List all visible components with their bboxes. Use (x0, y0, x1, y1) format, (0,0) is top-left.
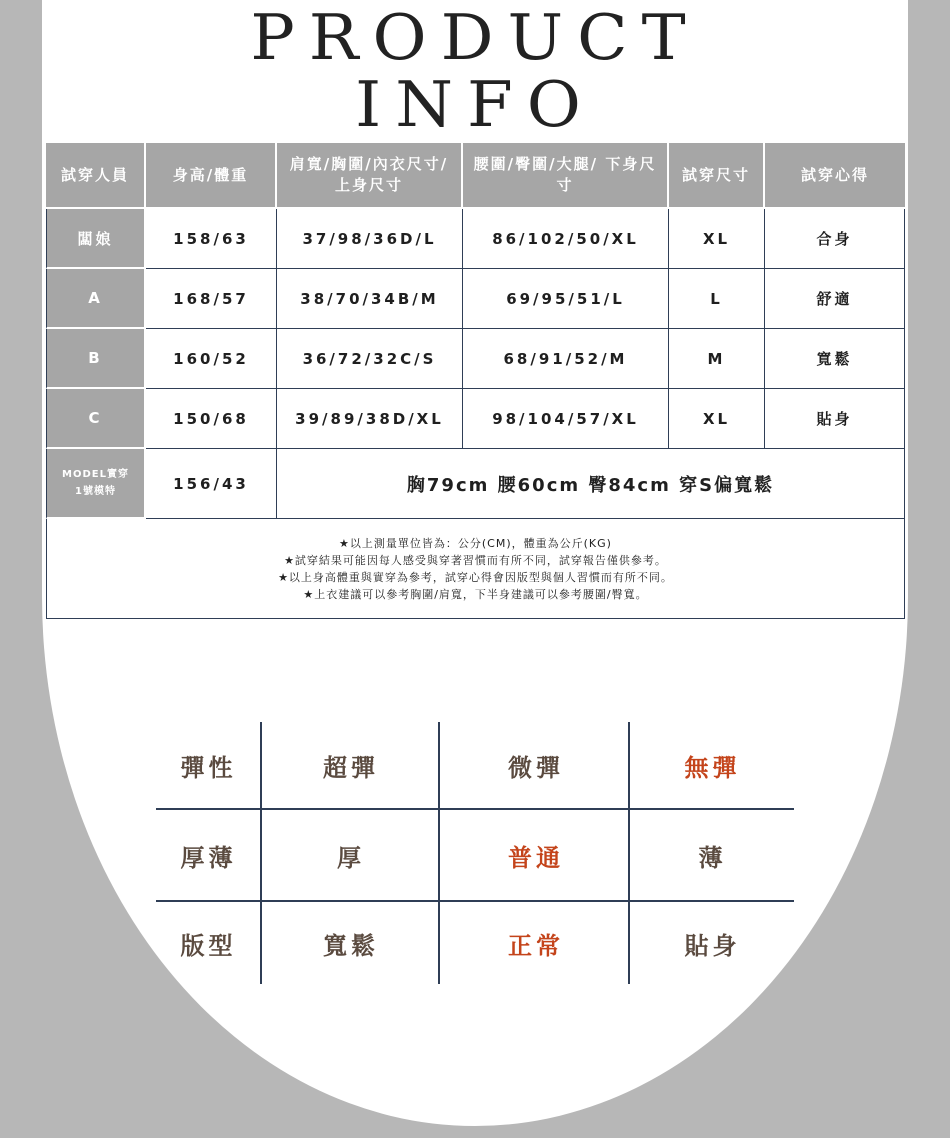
elasticity-option-selected: 無彈 (684, 753, 741, 782)
lower-measurements: 69/95/51/L (463, 269, 669, 329)
note-line: ★試穿結果可能因每人感受與穿著習慣而有所不同，試穿報告僅供參考。 (284, 553, 667, 567)
elasticity-label: 彈性 (180, 753, 237, 782)
header-cell: 試穿尺寸 (669, 143, 765, 209)
cut-option: 貼身 (684, 931, 741, 960)
model-label-line-2: 1號模特 (75, 486, 116, 497)
upper-measurements: 39/89/38D/XL (277, 389, 463, 449)
cut-option: 寬鬆 (323, 931, 379, 960)
height-weight: 168/57 (146, 269, 277, 329)
lower-measurements: 68/91/52/M (463, 329, 669, 389)
table-row (46, 209, 905, 269)
fabric-properties-grid (156, 722, 794, 984)
header-cell: 肩寬/胸圍/內衣尺寸/ 上身尺寸 (277, 143, 463, 209)
size-table-header (46, 143, 905, 209)
table-row (46, 389, 905, 449)
tester-name: 闆娘 (46, 209, 146, 269)
upper-measurements: 38/70/34B/M (277, 269, 463, 329)
header-cell: 試穿人員 (46, 143, 146, 209)
header-cell: 身高/體重 (146, 143, 277, 209)
tried-size: XL (669, 389, 765, 449)
header-cell: 腰圍/臀圍/大腿/ 下身尺寸 (463, 143, 669, 209)
tester-name: A (46, 269, 146, 329)
thickness-option-selected: 普通 (508, 843, 564, 872)
note-line: ★以上身高體重與實穿為參考，試穿心得會因版型與個人習慣而有所不同。 (278, 570, 673, 584)
note-line: ★上衣建議可以參考胸圍/肩寬，下半身建議可以參考腰圍/臀寬。 (303, 587, 648, 601)
tester-name: B (46, 329, 146, 389)
thickness-row (156, 810, 794, 900)
upper-measurements: 37/98/36D/L (277, 209, 463, 269)
model-row (46, 449, 905, 519)
height-weight: 160/52 (146, 329, 277, 389)
cut-label: 版型 (180, 931, 237, 960)
lower-measurements: 86/102/50/XL (463, 209, 669, 269)
model-label (46, 449, 146, 519)
tried-size: XL (669, 209, 765, 269)
tester-name: C (46, 389, 146, 449)
fit-feedback: 舒適 (765, 269, 905, 329)
model-measurement-note: 胸79cm 腰60cm 臀84cm 穿S偏寬鬆 (277, 449, 905, 519)
note-line: ★以上測量單位皆為：公分(CM)，體重為公斤(KG) (339, 536, 612, 550)
height-weight: 158/63 (146, 209, 277, 269)
thickness-option: 薄 (698, 843, 727, 872)
fit-feedback: 貼身 (765, 389, 905, 449)
table-row (46, 329, 905, 389)
thickness-option: 厚 (337, 843, 365, 872)
fit-feedback: 寬鬆 (765, 329, 905, 389)
fit-feedback: 合身 (765, 209, 905, 269)
elasticity-row (156, 722, 794, 808)
cut-option-selected: 正常 (508, 931, 564, 960)
model-height-weight: 156/43 (146, 449, 277, 519)
elasticity-option: 超彈 (323, 753, 379, 782)
tried-size: L (669, 269, 765, 329)
lower-measurements: 98/104/57/XL (463, 389, 669, 449)
table-row (46, 269, 905, 329)
thickness-label: 厚薄 (180, 843, 237, 872)
title-line-2: INFO (355, 67, 595, 142)
measurement-notes (46, 519, 905, 619)
elasticity-option: 微彈 (508, 753, 564, 782)
cut-row (156, 902, 794, 984)
title-line-1: PRODUCT (250, 0, 700, 75)
model-label-line-1: MODEL實穿 (62, 469, 129, 480)
size-table (46, 143, 905, 619)
upper-measurements: 36/72/32C/S (277, 329, 463, 389)
height-weight: 150/68 (146, 389, 277, 449)
header-cell: 試穿心得 (765, 143, 905, 209)
tried-size: M (669, 329, 765, 389)
